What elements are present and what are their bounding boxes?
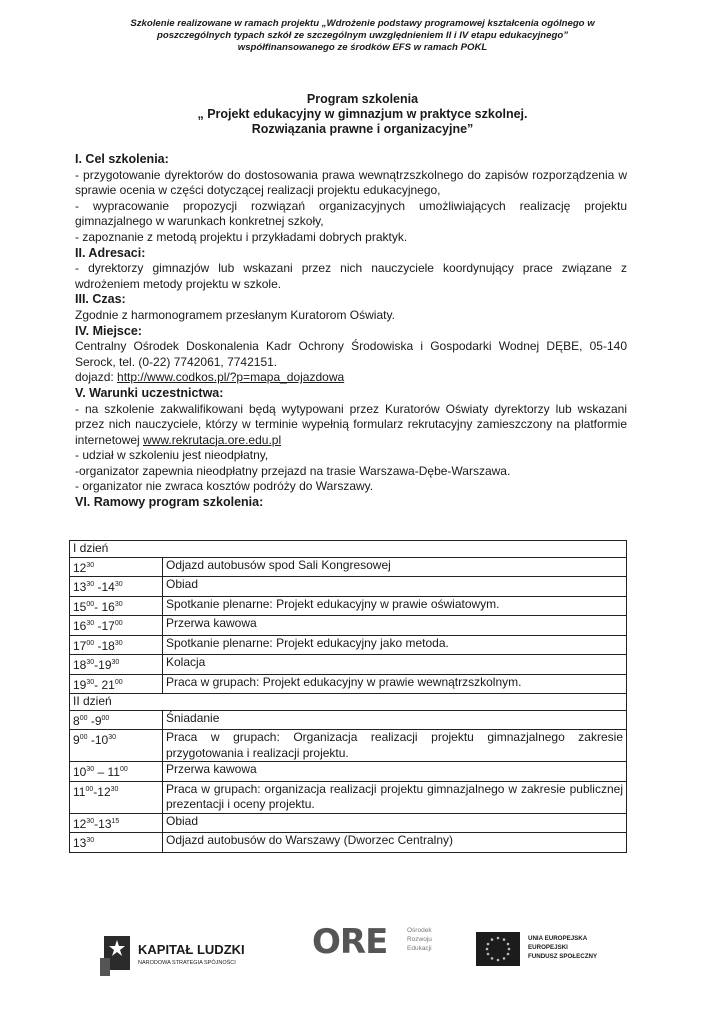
table-row xyxy=(70,730,627,762)
header-line: współfinansowanego ze środków EFS w ramach POKL xyxy=(237,42,488,53)
table-row xyxy=(70,781,627,813)
goal-item: - wypracowanie propozycji rozwiązań organizacyjnych umożliwiających realizację projektu gimnazjalnego w warunkach konkretnej szkoły, xyxy=(75,198,627,229)
section-heading-time: III. Czas: xyxy=(75,292,126,307)
day-label: II dzień xyxy=(70,694,627,711)
table-row xyxy=(70,833,627,853)
header-line: poszczególnych typach szkół ze szczególnym uwzględnieniem II i IV etapu edukacyjnego” xyxy=(156,30,569,41)
time-text: Zgodnie z harmonogramem przesłanym Kuratorom Oświaty. xyxy=(75,307,395,322)
title-line: „ Projekt edukacyjny w gimnazjum w praktyce szkolnej. xyxy=(197,107,528,121)
title-line: Rozwiązania prawne i organizacyjne” xyxy=(251,122,474,136)
table-row xyxy=(70,710,627,730)
table-row xyxy=(70,635,627,655)
activity-cell: Praca w grupach: organizacja realizacji projektu gimnazjalnego w zakresie publicznej prezentacji i oceny projektu. xyxy=(163,781,627,813)
activity-cell: Spotkanie plenarne: Projekt edukacyjny jako metoda. xyxy=(163,635,627,655)
time-cell: $16^{30}$ $-17^{00}$ xyxy=(70,616,163,636)
table-row xyxy=(70,596,627,616)
section-heading-conditions: V. Warunki uczestnictwa: xyxy=(75,385,224,400)
time-cell: $12^{30}$ xyxy=(70,557,163,577)
table-row xyxy=(70,616,627,636)
activity-cell: Odjazd autobusów spod Sali Kongresowej xyxy=(163,557,627,577)
project-header xyxy=(60,18,665,54)
section-heading-audience: II. Adresaci: xyxy=(75,245,146,260)
directions-link[interactable]: http://www.codkos.pl/?p=mapa_dojazdowa xyxy=(117,370,345,385)
activity-cell: Kolacja xyxy=(163,655,627,675)
time-cell: $15^{00}-$ $16^{30}$ xyxy=(70,596,163,616)
activity-cell: Praca w grupach: Organizacja realizacji projektu gimnazjalnego zakresie przygotowania i realizacji projektu. xyxy=(163,730,627,762)
header-line: Szkolenie realizowane w ramach projektu „Wdrożenie podstawy programowej kształcenia ogólnego w xyxy=(130,18,595,29)
activity-cell: Spotkanie plenarne: Projekt edukacyjny w prawie oświatowym. xyxy=(163,596,627,616)
kapital-ludzki-subtitle: NARODOWA STRATEGIA SPÓJNOŚCI xyxy=(138,960,236,966)
time-cell: $11^{00}-12^{30}$ xyxy=(70,781,163,813)
goal-item: - przygotowanie dyrektorów do dostosowania prawa wewnątrzszkolnego do zapisów rozporządzenia w sprawie ocenia w części dotyczącej realizacji projektu edukacyjnego, xyxy=(75,167,627,198)
table-row xyxy=(70,557,627,577)
condition-item: -organizator zapewnia nieodpłatny przejazd na trasie Warszawa-Dębe-Warszawa. xyxy=(75,463,511,478)
table-row xyxy=(70,674,627,694)
section-heading-place: IV. Miejsce: xyxy=(75,323,142,338)
directions-label: dojazd: xyxy=(75,370,118,385)
document-body xyxy=(75,152,627,511)
ore-logo-text: Ośrodek Rozwoju Edukacji xyxy=(407,927,432,952)
condition-item: - organizator nie zwraca kosztów podróży do Warszawy. xyxy=(75,479,374,494)
activity-cell: Przerwa kawowa xyxy=(163,616,627,636)
ore-logo-mark: ORE xyxy=(312,922,388,962)
time-cell: $17^{00}$ $-18^{30}$ xyxy=(70,635,163,655)
audience-item: - dyrektorzy gimnazjów lub wskazani przez nich nauczyciele koordynujący prace związane z wdrożeniem metody projektu w szkole. xyxy=(75,261,627,291)
eu-logo-text: UNIA EUROPEJSKA EUROPEJSKI FUNDUSZ SPOŁECZNY xyxy=(528,935,598,960)
section-heading-program: VI. Ramowy program szkolenia: xyxy=(75,495,264,510)
condition-item xyxy=(75,402,627,449)
time-cell: $12^{30}-13^{15}$ xyxy=(70,813,163,833)
time-cell: $8^{00}$ $-9^{00}$ xyxy=(70,710,163,730)
table-row xyxy=(70,813,627,833)
day-header-row xyxy=(70,541,627,558)
kapital-ludzki-emblem-icon xyxy=(100,930,134,976)
program-table xyxy=(69,540,627,853)
activity-cell: Przerwa kawowa xyxy=(163,762,627,782)
time-cell: $13^{30}$ $-14^{30}$ xyxy=(70,577,163,597)
condition-text: - na szkolenie zakwalifikowani będą wytypowani przez Kuratorów Oświaty dyrektorzy lub wskazani przez nich nauczyciele, którzy w terminie wypełnią formularz rekrutacyjny zamieszczony na platformie internetowej xyxy=(75,401,627,447)
title-line: Program szkolenia xyxy=(306,92,419,106)
day-label: I dzień xyxy=(70,541,627,558)
recruitment-link[interactable]: www.rekrutacja.ore.edu.pl xyxy=(143,432,282,447)
time-cell: $10^{30} - 11^{00}$ xyxy=(70,762,163,782)
time-cell: $13^{30}$ xyxy=(70,833,163,853)
eu-flag-icon xyxy=(476,932,520,966)
kapital-ludzki-title: KAPITAŁ LUDZKI xyxy=(138,942,245,957)
table-row xyxy=(70,577,627,597)
footer-logos xyxy=(0,920,725,990)
activity-cell: Praca w grupach: Projekt edukacyjny w prawie wewnątrzszkolnym. xyxy=(163,674,627,694)
place-text: Centralny Ośrodek Doskonalenia Kadr Ochrony Środowiska i Gospodarki Wodnej DĘBE, 05-140 Serock, tel. (0-22) 7742061, 7742151. xyxy=(75,339,627,369)
activity-cell: Odjazd autobusów do Warszawy (Dworzec Centralny) xyxy=(163,833,627,853)
activity-cell: Śniadanie xyxy=(163,710,627,730)
section-heading-goal: I. Cel szkolenia: xyxy=(75,152,169,166)
goal-item: - zapoznanie z metodą projektu i przykładami dobrych praktyk. xyxy=(75,229,408,244)
kapital-ludzki-logo xyxy=(100,930,245,981)
table-row xyxy=(70,655,627,675)
time-cell: $19^{30}-$ $21^{00}$ xyxy=(70,674,163,694)
activity-cell: Obiad xyxy=(163,813,627,833)
table-row xyxy=(70,762,627,782)
day-header-row xyxy=(70,694,627,711)
document-title xyxy=(60,92,665,137)
condition-item: - udział w szkoleniu jest nieodpłatny, xyxy=(75,448,269,463)
time-cell: $9^{00}$ $-10^{30}$ xyxy=(70,730,163,762)
activity-cell: Obiad xyxy=(163,577,627,597)
directions-line xyxy=(75,370,627,386)
time-cell: $18^{30}-19^{30}$ xyxy=(70,655,163,675)
